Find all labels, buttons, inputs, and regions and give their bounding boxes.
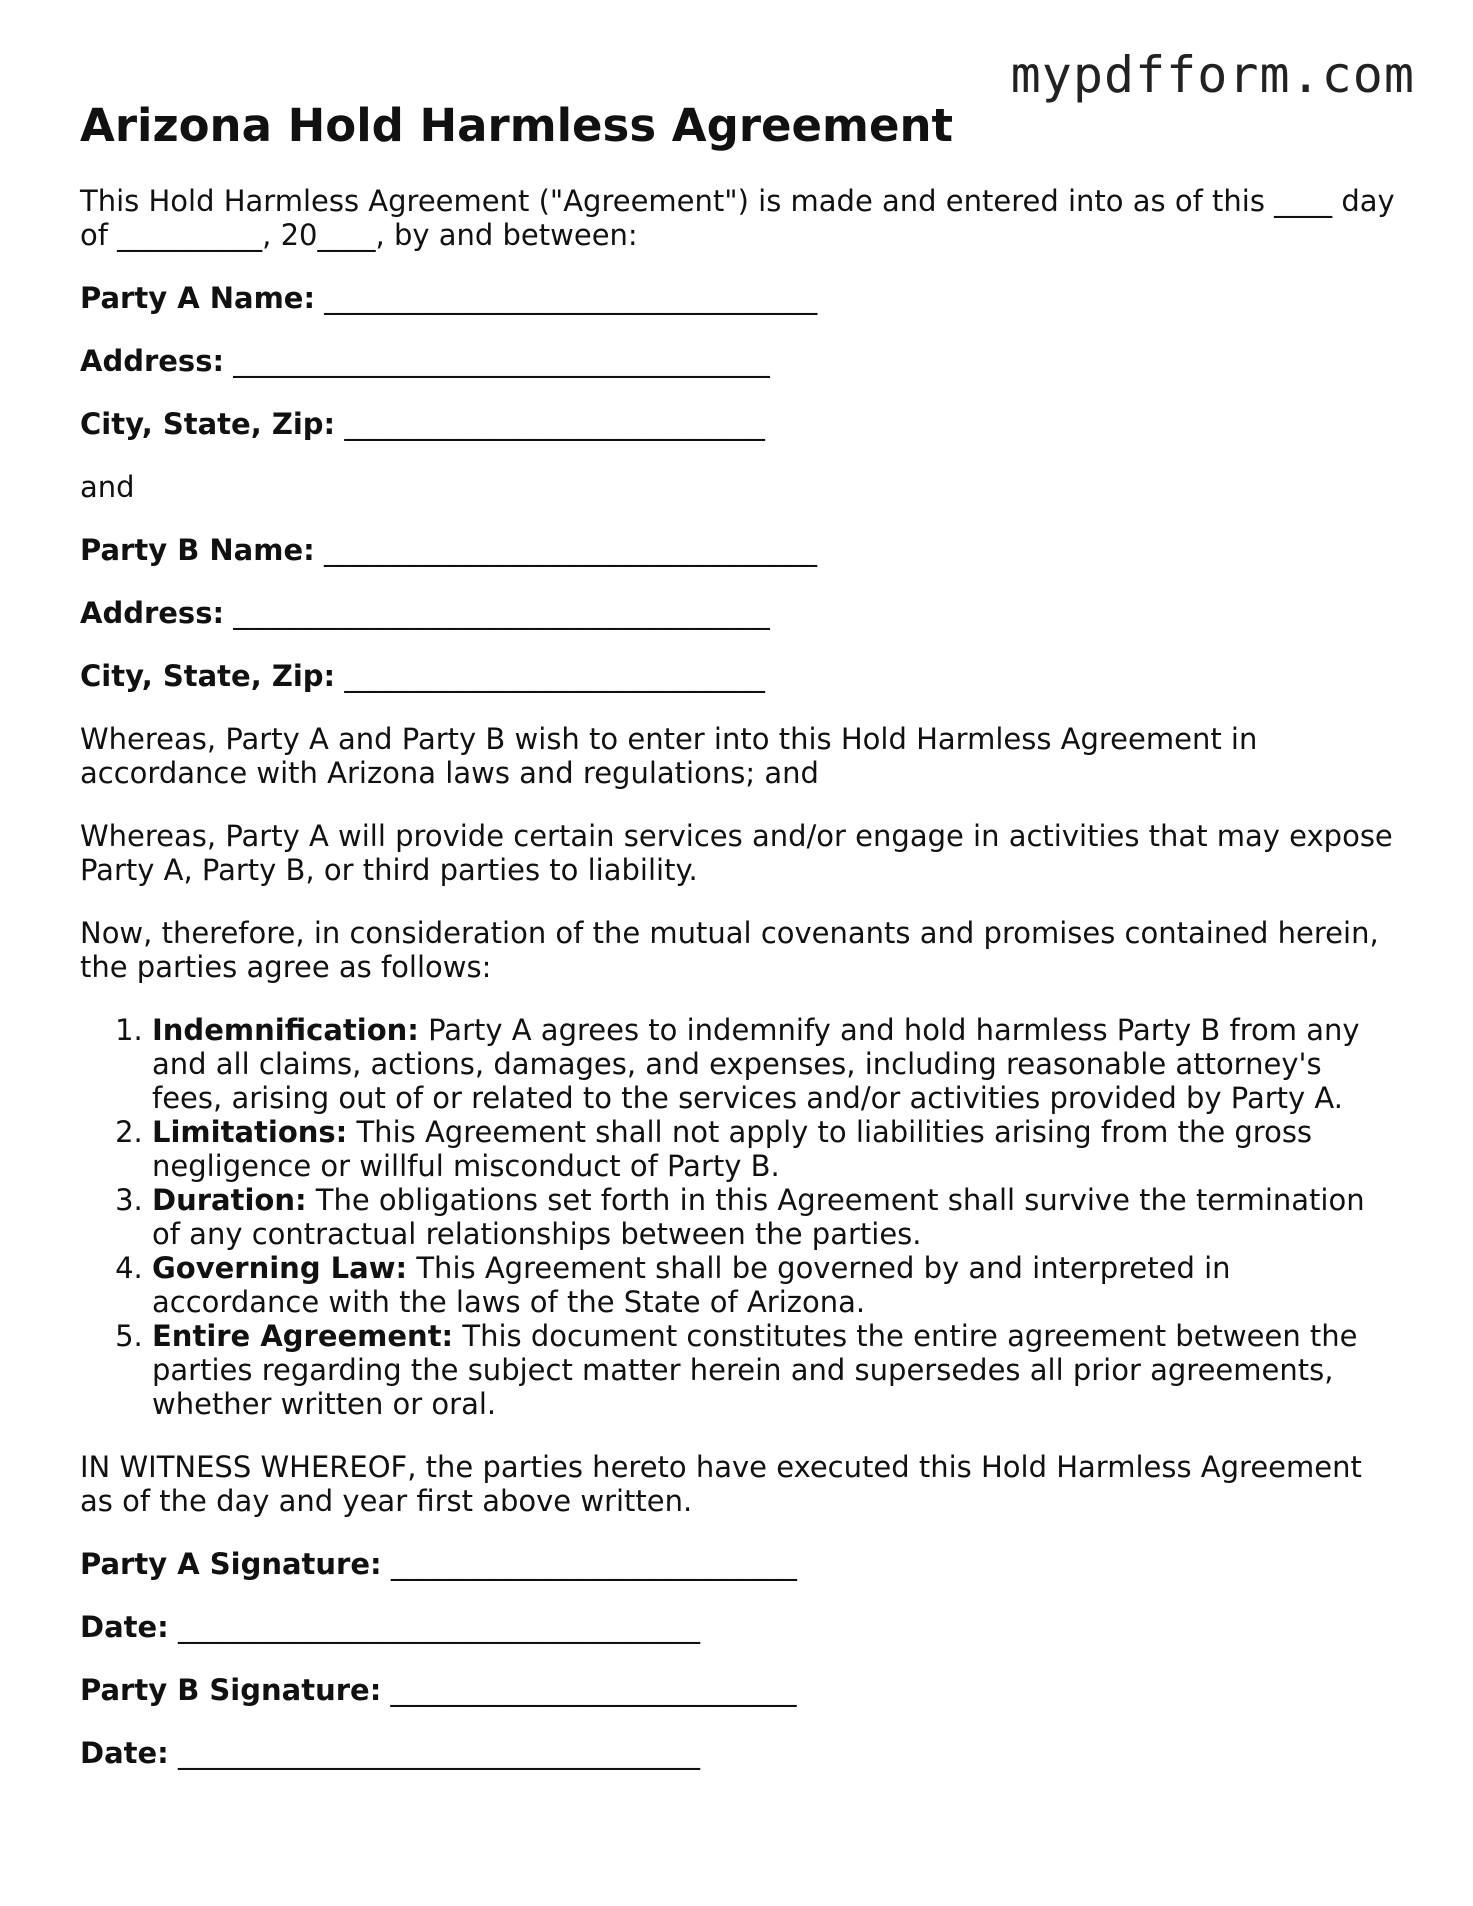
party-b-date-blank[interactable]: ____________________________________ [178,1736,700,1770]
party-b-date-label: Date: [80,1736,169,1770]
party-a-signature-label: Party A Signature: [80,1547,382,1581]
term-item [152,1319,1400,1421]
party-b-signature-blank[interactable]: ____________________________ [390,1673,797,1707]
term-title: Governing Law: [152,1251,408,1285]
document-title: Arizona Hold Harmless Agreement [80,99,954,152]
party-a-signature-field[interactable] [80,1547,1400,1581]
term-title: Entire Agreement: [152,1319,454,1353]
term-text: The obligations set forth in this Agreement shall survive the termination of any contractual relationships between the parties. [152,1183,1365,1251]
party-a-date-field[interactable] [80,1610,1400,1644]
party-a-city-label: City, State, Zip: [80,407,336,441]
term-item [152,1115,1400,1183]
terms-list [80,1013,1400,1421]
party-b-name-blank[interactable]: __________________________________ [323,533,817,567]
party-b-name-field[interactable] [80,533,1400,567]
term-text: Party A agrees to indemnify and hold harmless Party B from any and all claims, actions, damages, and expenses, including reasonable attorney's fees, arising out of or related to the services and/or activities provided by Party A. [152,1013,1360,1115]
party-b-address-label: Address: [80,596,225,630]
party-b-date-field[interactable] [80,1736,1400,1770]
party-b-name-label: Party B Name: [80,533,315,567]
party-a-address-label: Address: [80,344,225,378]
term-item [152,1183,1400,1251]
term-item [152,1251,1400,1319]
document-page [80,98,1400,1799]
party-b-address-field[interactable] [80,596,1400,630]
and-text: and [80,470,135,504]
party-a-name-field[interactable] [80,281,1400,315]
party-a-name-label: Party A Name: [80,281,316,315]
party-a-date-blank[interactable]: ____________________________________ [178,1610,700,1644]
term-title: Duration: [152,1183,307,1217]
party-b-address-blank[interactable]: _____________________________________ [233,596,770,630]
term-title: Limitations: [152,1115,348,1149]
party-b-signature-label: Party B Signature: [80,1673,382,1707]
term-text: This document constitutes the entire agreement between the parties regarding the subject matter herein and supersedes all prior agreements, whether written or oral. [152,1319,1358,1421]
whereas-paragraph-1: Whereas, Party A and Party B wish to enter into this Hold Harmless Agreement in accordance with Arizona laws and regulations; and [80,722,1258,790]
watermark: mypdfform.com [1010,46,1415,104]
party-b-city-blank[interactable]: _____________________________ [344,659,765,693]
party-a-name-blank[interactable]: __________________________________ [324,281,818,315]
party-a-signature-blank[interactable]: ____________________________ [390,1547,797,1581]
intro-paragraph: This Hold Harmless Agreement ("Agreement") is made and entered into as of this ____ day of __________, 20____, by and between: [80,184,1395,252]
party-a-address-blank[interactable]: _____________________________________ [233,344,770,378]
party-b-signature-field[interactable] [80,1673,1400,1707]
party-a-date-label: Date: [80,1610,169,1644]
witness-paragraph: IN WITNESS WHEREOF, the parties hereto have executed this Hold Harmless Agreement as of the day and year first above written. [80,1450,1362,1518]
term-item [152,1013,1400,1115]
term-text: This Agreement shall be governed by and interpreted in accordance with the laws of the State of Arizona. [152,1251,1231,1319]
party-a-city-blank[interactable]: _____________________________ [344,407,765,441]
whereas-paragraph-2: Whereas, Party A will provide certain services and/or engage in activities that may expose Party A, Party B, or third parties to liability. [80,819,1393,887]
party-a-city-field[interactable] [80,407,1400,441]
party-a-address-field[interactable] [80,344,1400,378]
term-title: Indemnification: [152,1013,419,1047]
now-therefore-paragraph: Now, therefore, in consideration of the mutual covenants and promises contained herein, the parties agree as follows: [80,916,1379,984]
party-b-city-label: City, State, Zip: [80,659,336,693]
term-text: This Agreement shall not apply to liabilities arising from the gross negligence or willful misconduct of Party B. [152,1115,1313,1183]
party-b-city-field[interactable] [80,659,1400,693]
